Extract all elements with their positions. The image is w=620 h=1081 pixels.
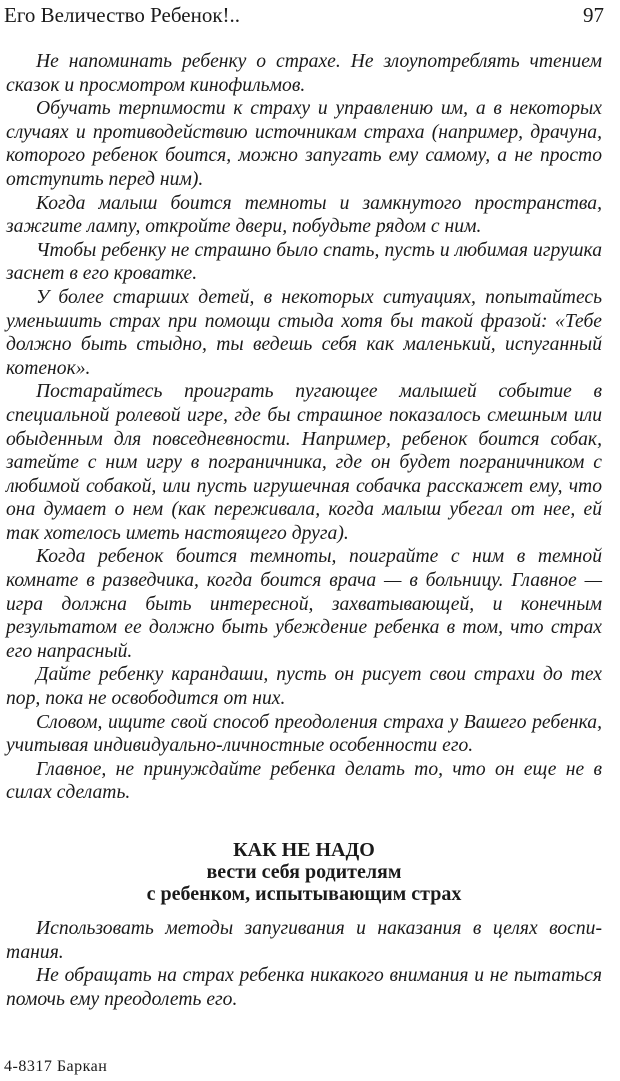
paragraph: Не напоминать ребенку о страхе. Не злоупотреблять чтением сказок и просмотром кинофильмов. xyxy=(6,51,602,96)
paragraph: Чтобы ребенку не страшно было спать, пусть и любимая игрушка заснет в его кроватке. xyxy=(6,239,602,285)
paragraph: Постарайтесь проиграть пугающее малышей событие в специальной ролевой игре, где бы страшное показалось смешным или обыденным для повседневности. Например, ребенок боится собак, затейте с ним игру в пограничника, где он будет пограничником с любимой собакой, или пусть игрушечная собачка расскажет ему, что она думает о нем (как переживала, когда малыш убегал от нее, ей так хотелось иметь настоящего друга). xyxy=(6,381,602,544)
paragraph: Использовать методы запугивания и наказания в целях воспитания. xyxy=(6,918,602,963)
page-body xyxy=(6,50,602,1011)
page-number: 97 xyxy=(583,3,604,27)
paragraph: Когда ребенок боится темноты, поиграйте с ним в темной комнате в разведчика, когда боится врача — в больницу. Главное — игра должна быть интересной, захватывающей, и конечным результатом ее должно быть убеждение ребенка в том, что страх его напрасный. xyxy=(6,546,602,662)
paragraph: Обучать терпимости к страху и управлению им, а в некоторых случаях и противодействию источникам страха (например, драчуна, которого ребенок боится, можно запугать ему самому, а не просто отступить перед ним). xyxy=(6,98,602,190)
section-heading-line: вести себя родителям xyxy=(206,861,402,883)
paragraph: Главное, не принуждайте ребенка делать то, что он еще не в силах сделать. xyxy=(6,758,602,804)
book-title: Его Величество Ребенок!.. xyxy=(4,3,241,27)
paragraph: Когда малыш боится темноты и замкнутого пространства, зажгите лампу, откройте двери, побудьте рядом с ним. xyxy=(6,192,602,238)
paragraph: Словом, ищите свой способ преодоления страха у Вашего ребенка, учитывая индивидуально-личностные особенности его. xyxy=(6,711,602,757)
running-header xyxy=(4,2,604,30)
paragraph: Не обращать на страх ребенка никакого внимания и не пытаться помочь ему преодолеть его. xyxy=(6,965,602,1010)
section-heading-line: с ребенком, испытывающим страх xyxy=(146,883,462,905)
paragraph: Дайте ребенку карандаши, пусть он рисует свои страхи до тех пор, пока не освободится от них. xyxy=(6,664,602,710)
printer-signature: 4-8317 Баркан xyxy=(4,1058,108,1075)
section-heading xyxy=(6,839,602,905)
paragraph: У более старших детей, в некоторых ситуациях, попытайтесь уменьшить страх при помощи стыда хотя бы такой фразой: «Тебе должно быть стыдно, ты ведешь себя как маленький, испуганный котенок». xyxy=(6,286,602,379)
section-heading-line: КАК НЕ НАДО xyxy=(233,839,375,861)
